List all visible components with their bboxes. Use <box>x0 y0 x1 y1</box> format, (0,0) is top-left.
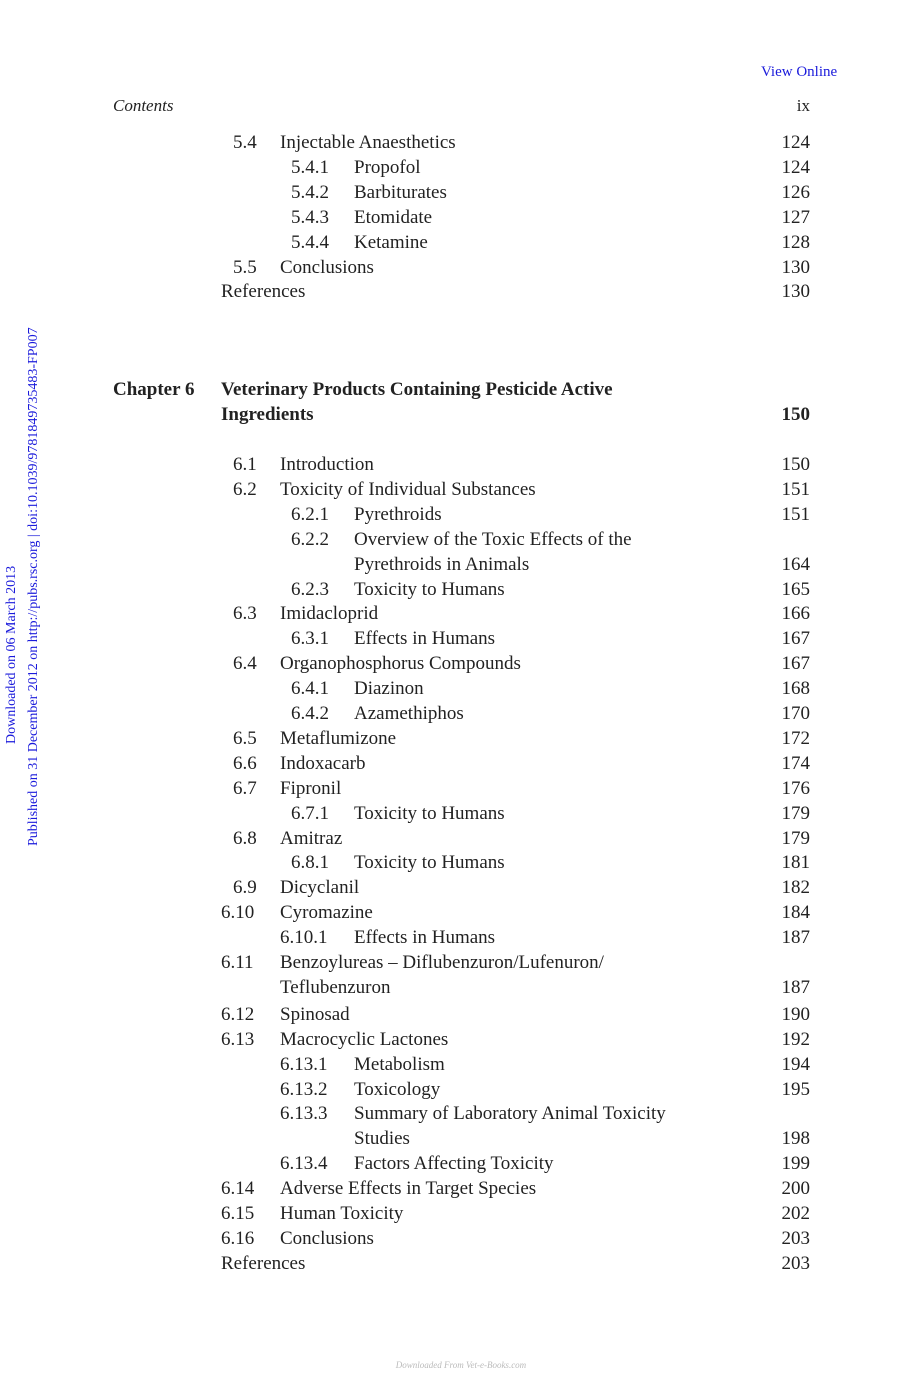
section-number: 6.4.1 <box>291 678 329 700</box>
section-number: 6.15 <box>221 1203 255 1224</box>
section-title: Amitraz <box>280 827 343 849</box>
section-title-continued: Studies <box>354 1128 410 1150</box>
section-page: 151 <box>781 478 810 500</box>
toc-entry[interactable] <box>0 255 922 280</box>
section-title: Azamethiphos <box>354 703 464 724</box>
section-title: Metabolism <box>354 1053 445 1075</box>
toc-entry[interactable] <box>0 1176 922 1201</box>
section-number: 6.2.1 <box>291 503 329 525</box>
chapter-heading <box>0 377 922 429</box>
toc-entry[interactable] <box>0 205 922 230</box>
toc-entry[interactable] <box>0 1151 922 1176</box>
running-head: Contents <box>113 96 174 115</box>
section-page: 200 <box>781 1178 810 1200</box>
section-number: 6.5 <box>233 727 257 749</box>
section-page: 179 <box>781 827 810 849</box>
section-title: Summary of Laboratory Animal Toxicity <box>354 1103 666 1125</box>
section-number: 5.4 <box>233 132 257 153</box>
section-number: 5.4.4 <box>291 231 329 253</box>
section-page: 187 <box>781 977 810 998</box>
section-number: 6.14 <box>221 1178 255 1200</box>
section-number: 6.7.1 <box>291 802 329 824</box>
section-title: Pyrethroids <box>354 503 442 525</box>
section-title: Toxicity to Humans <box>354 852 505 874</box>
toc-entry[interactable] <box>0 751 922 776</box>
toc-entry[interactable] <box>0 279 922 304</box>
section-title: Indoxacarb <box>280 752 366 774</box>
download-notice: Downloaded on 06 March 2013 <box>4 565 19 744</box>
section-page: 179 <box>781 802 810 824</box>
section-title: Injectable Anaesthetics <box>280 132 456 153</box>
section-page: 151 <box>781 503 810 525</box>
section-number: 6.13.2 <box>280 1078 328 1100</box>
section-page: 167 <box>781 653 810 675</box>
section-number: 6.3 <box>233 603 257 625</box>
section-page: 166 <box>781 603 810 625</box>
section-page: 202 <box>781 1203 810 1224</box>
section-page: 130 <box>781 256 810 278</box>
section-title: Human Toxicity <box>280 1203 404 1224</box>
section-title: Adverse Effects in Target Species <box>280 1178 537 1200</box>
section-title: Effects in Humans <box>354 628 496 650</box>
section-number: 5.4.3 <box>291 206 329 228</box>
section-title: Toxicity to Humans <box>354 802 505 824</box>
section-title: Macrocyclic Lactones <box>280 1028 449 1050</box>
toc-entry[interactable] <box>0 155 922 180</box>
section-page: 203 <box>781 1227 810 1249</box>
view-online-link[interactable]: View Online <box>761 64 838 80</box>
toc-entry[interactable] <box>0 925 922 950</box>
section-page: 198 <box>781 1128 810 1150</box>
section-page: 190 <box>781 1003 810 1025</box>
section-title: Effects in Humans <box>354 927 496 949</box>
section-page: 170 <box>781 703 810 724</box>
toc-entry[interactable] <box>0 1052 922 1077</box>
section-page: 164 <box>781 553 810 575</box>
section-number: 6.4 <box>233 653 257 675</box>
section-number: 6.13 <box>221 1028 255 1050</box>
section-page: 203 <box>781 1252 810 1274</box>
toc-entry[interactable] <box>0 726 922 751</box>
section-page: 176 <box>781 777 810 799</box>
section-page: 165 <box>781 578 810 600</box>
section-number: 5.5 <box>233 256 257 278</box>
chapter-page: 150 <box>781 404 810 425</box>
section-title: Spinosad <box>280 1003 350 1025</box>
toc-entry[interactable] <box>0 577 922 602</box>
section-number: 6.10 <box>221 902 255 924</box>
section-title: Ketamine <box>354 231 428 253</box>
section-number: 6.13.1 <box>280 1053 328 1075</box>
section-title: Etomidate <box>354 206 433 228</box>
section-number: 6.8 <box>233 827 257 849</box>
toc-entry[interactable] <box>0 527 922 577</box>
section-title: Conclusions <box>280 1227 374 1249</box>
section-number: 5.4.1 <box>291 156 329 178</box>
section-number: 6.9 <box>233 877 257 899</box>
section-title: Benzoylureas – Diflubenzuron/Lufenuron/ <box>280 952 604 973</box>
section-page: 199 <box>781 1153 810 1175</box>
section-number: 6.7 <box>233 777 257 799</box>
toc-entry[interactable] <box>0 900 922 925</box>
section-number: 6.12 <box>221 1003 255 1025</box>
toc-entry[interactable] <box>0 1101 922 1151</box>
toc-entry[interactable] <box>0 502 922 527</box>
section-page: 192 <box>781 1028 810 1050</box>
section-number: 5.4.2 <box>291 181 329 203</box>
publication-notice[interactable]: Published on 31 December 2012 on http://pubs.rsc.org | doi:10.1039/9781849735483-FP007 <box>26 327 41 846</box>
section-page: 184 <box>781 902 810 924</box>
section-page: 194 <box>781 1053 810 1075</box>
section-page: 124 <box>781 132 810 153</box>
section-title: References <box>221 1252 306 1274</box>
watermark: Downloaded From Vet-e-Books.com <box>395 1360 527 1370</box>
toc-entry[interactable] <box>0 626 922 651</box>
section-page: 150 <box>781 454 810 475</box>
section-number: 6.13.4 <box>280 1153 328 1175</box>
section-title: Fipronil <box>280 777 342 799</box>
toc-entry[interactable] <box>0 477 922 502</box>
section-title: Metaflumizone <box>280 727 397 749</box>
section-number: 6.13.3 <box>280 1103 328 1125</box>
toc-entry[interactable] <box>0 1226 922 1251</box>
section-page: 130 <box>781 281 810 303</box>
toc-entry[interactable] <box>0 651 922 676</box>
toc-entry[interactable] <box>0 801 922 826</box>
section-page: 127 <box>781 206 810 228</box>
toc-entry[interactable] <box>0 701 922 726</box>
section-number: 6.16 <box>221 1227 255 1249</box>
section-number: 6.6 <box>233 752 257 774</box>
section-number: 6.2 <box>233 478 257 500</box>
section-number: 6.8.1 <box>291 852 329 874</box>
section-number: 6.1 <box>233 454 257 475</box>
section-title: Barbiturates <box>354 181 447 203</box>
toc-entry[interactable] <box>0 1251 922 1276</box>
toc-entry[interactable] <box>0 850 922 875</box>
section-page: 181 <box>781 852 810 874</box>
section-number: 6.2.2 <box>291 528 329 550</box>
section-number: 6.11 <box>221 952 254 973</box>
section-title: Propofol <box>354 156 421 178</box>
section-page: 167 <box>781 628 810 650</box>
toc-entry[interactable] <box>0 875 922 900</box>
toc-entry[interactable] <box>0 1077 922 1102</box>
section-title: Imidacloprid <box>280 603 379 625</box>
section-number: 6.10.1 <box>280 927 328 949</box>
section-number: 6.2.3 <box>291 578 329 600</box>
section-page: 182 <box>781 877 810 899</box>
section-page: 126 <box>781 181 810 203</box>
section-page: 124 <box>781 156 810 178</box>
section-title: Toxicology <box>354 1078 441 1100</box>
toc-entry[interactable] <box>0 130 922 155</box>
section-title: References <box>221 281 306 303</box>
toc-entry[interactable] <box>0 1002 922 1027</box>
section-page: 172 <box>781 727 810 749</box>
toc-entry[interactable] <box>0 1201 922 1226</box>
toc-entry[interactable] <box>0 826 922 851</box>
section-title: Cyromazine <box>280 902 373 924</box>
toc-entry[interactable] <box>0 180 922 205</box>
chapter-title: Veterinary Products Containing Pesticide Active Ingredients <box>221 379 613 425</box>
toc-entry[interactable] <box>0 230 922 255</box>
toc-entry[interactable] <box>0 1027 922 1052</box>
section-title: Conclusions <box>280 256 374 278</box>
section-title: Organophosphorus Compounds <box>280 653 521 675</box>
section-page: 187 <box>781 927 810 949</box>
section-page: 174 <box>781 752 810 774</box>
toc-entry[interactable] <box>0 601 922 626</box>
section-number: 6.4.2 <box>291 703 329 724</box>
section-title: Toxicity of Individual Substances <box>280 478 536 500</box>
toc-entry[interactable] <box>0 776 922 801</box>
section-title-continued: Pyrethroids in Animals <box>354 553 530 575</box>
section-number: 6.3.1 <box>291 628 329 650</box>
section-title: Factors Affecting Toxicity <box>354 1153 554 1175</box>
toc-entry[interactable] <box>0 452 922 477</box>
section-page: 128 <box>781 231 810 253</box>
toc-entry[interactable] <box>0 950 922 1000</box>
section-page: 195 <box>781 1078 810 1100</box>
section-title: Diazinon <box>354 678 424 700</box>
section-title: Introduction <box>280 454 374 475</box>
section-title-continued: Teflubenzuron <box>280 977 391 998</box>
toc-entry[interactable] <box>0 676 922 701</box>
chapter-label: Chapter 6 <box>113 379 195 400</box>
section-title: Toxicity to Humans <box>354 578 505 600</box>
section-page: 168 <box>781 678 810 700</box>
page-number: ix <box>796 96 810 115</box>
section-title: Overview of the Toxic Effects of the <box>354 528 632 550</box>
section-title: Dicyclanil <box>280 877 360 899</box>
